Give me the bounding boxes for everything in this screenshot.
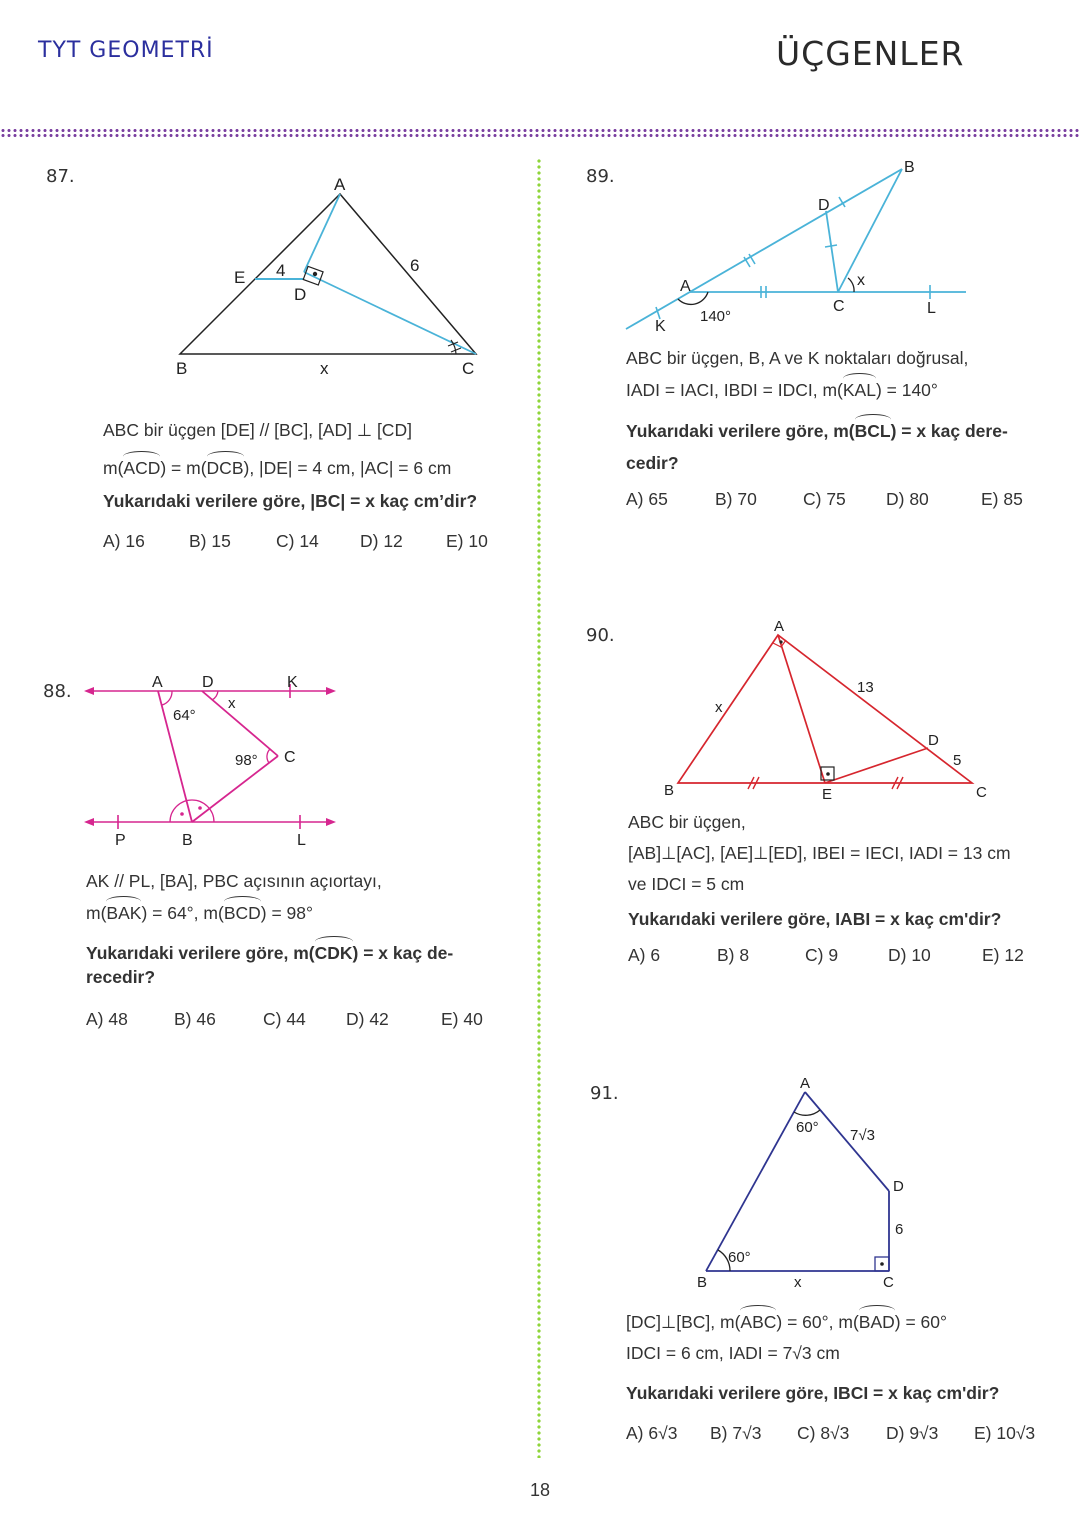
q89-option-d[interactable]: D) 80 <box>886 489 929 509</box>
q88-arrow-right-bottom <box>326 818 336 826</box>
q89-label-c: C <box>833 298 845 315</box>
q87-label-c: C <box>462 359 475 378</box>
q88-dot-left <box>180 812 184 816</box>
q91-label-c: C <box>883 1274 894 1291</box>
q88-given-line2: m(BAK) = 64°, m(BCD) = 98° <box>86 903 314 923</box>
page-number: 18 <box>530 1480 551 1500</box>
q88-label-64: 64° <box>173 707 196 724</box>
q88-arc-64 <box>162 691 172 705</box>
q87-label-bc: x <box>320 359 329 378</box>
q90-label-5: 5 <box>953 752 962 769</box>
column-dotted-divider <box>536 158 542 1458</box>
q87-option-e[interactable]: E) 10 <box>446 531 488 551</box>
q87-label-d: D <box>294 285 307 304</box>
q87-label-b: B <box>176 359 188 378</box>
q91-given-line2: IDCI = 6 cm, IADI = 7√3 cm <box>626 1343 840 1363</box>
chapter-title: ÜÇGENLER <box>776 34 965 73</box>
q88-option-c[interactable]: C) 44 <box>263 1009 306 1029</box>
q91-label-b: B <box>697 1274 708 1291</box>
q88-label-c: C <box>284 749 296 766</box>
q88-option-e[interactable]: E) 40 <box>441 1009 483 1029</box>
q90-option-b[interactable]: B) 8 <box>717 945 750 965</box>
q89-question-line2: cedir? <box>626 453 679 473</box>
q89-label-l: L <box>927 300 936 317</box>
q91-dot-c <box>880 1262 884 1266</box>
q87-label-e: E <box>234 268 246 287</box>
q90-label-b: B <box>664 782 675 799</box>
q87-label-a: A <box>334 175 346 194</box>
q87-given-line1: ABC bir üçgen [DE] // [BC], [AD] ⊥ [CD] <box>103 420 412 440</box>
q88-question-line1: Yukarıdaki verilere göre, m(CDK) = x kaç de- <box>86 943 454 963</box>
q88-label-b: B <box>182 832 193 849</box>
q91-option-a[interactable]: A) 6√3 <box>626 1423 678 1443</box>
q90-label-a: A <box>774 618 785 635</box>
q89-label-x: x <box>857 272 865 289</box>
q88-label-l: L <box>297 832 306 849</box>
q89-arc-x <box>848 278 854 292</box>
q91-label-x: x <box>794 1274 802 1291</box>
q87-option-b[interactable]: B) 15 <box>189 531 231 551</box>
q89-tick-dc <box>825 245 837 247</box>
q91-arc-a <box>794 1110 820 1115</box>
q91-label-6: 6 <box>895 1221 904 1238</box>
q87-option-c[interactable]: C) 14 <box>276 531 319 551</box>
q88-segment-cd <box>202 691 278 756</box>
q91-label-angle-a: 60° <box>796 1119 819 1136</box>
q88-label-x: x <box>228 695 236 712</box>
q90-segment-ae <box>778 635 825 783</box>
q88-option-b[interactable]: B) 46 <box>174 1009 216 1029</box>
q88-given-line1: AK // PL, [BA], PBC açısının açıortayı, <box>86 871 382 891</box>
q89-label-a: A <box>680 278 691 295</box>
q88-arrow-right-top <box>326 687 336 695</box>
q88-arc-x <box>212 691 218 700</box>
q90-option-c[interactable]: C) 9 <box>805 945 839 965</box>
q88-arrow-left-bottom <box>84 818 94 826</box>
q89-label-k: K <box>655 318 666 335</box>
q91-question: Yukarıdaki verilere göre, IBCI = x kaç cm'dir? <box>626 1383 1000 1403</box>
q89-given-line2: IADI = IACI, IBDI = IDCI, m(KAL) = 140° <box>626 380 938 400</box>
q88-dot-right <box>198 806 202 810</box>
q90-number: 90. <box>586 625 615 646</box>
header-dotted-divider <box>0 128 1080 138</box>
q88-option-d[interactable]: D) 42 <box>346 1009 389 1029</box>
q90-dot-e <box>826 772 830 776</box>
q89-segment-dc <box>826 211 838 292</box>
q90-label-e: E <box>822 786 833 803</box>
q87-segment-ad <box>304 194 340 272</box>
q88-label-k: K <box>287 674 298 691</box>
q91-given-line1: [DC]⊥[BC], m(ABC) = 60°, m(BAD) = 60° <box>626 1312 948 1332</box>
q91-segment-ab <box>706 1092 805 1271</box>
q87-right-angle-dot <box>313 272 317 276</box>
q91-option-b[interactable]: B) 7√3 <box>710 1423 762 1443</box>
q88-figure <box>80 668 350 858</box>
q87-question: Yukarıdaki verilere göre, |BC| = x kaç cm’dir? <box>103 491 478 511</box>
q89-option-e[interactable]: E) 85 <box>981 489 1023 509</box>
q88-arc-98 <box>267 749 270 763</box>
q89-label-140: 140° <box>700 308 732 325</box>
q90-given-line3: ve IDCI = 5 cm <box>628 874 745 894</box>
q88-label-a: A <box>152 674 163 691</box>
q87-label-ac: 6 <box>410 256 420 275</box>
q90-option-e[interactable]: E) 12 <box>982 945 1024 965</box>
q87-segment-dc <box>304 272 476 354</box>
q90-option-a[interactable]: A) 6 <box>628 945 661 965</box>
q88-question-line2: recedir? <box>86 967 156 987</box>
q87-label-de: 4 <box>276 261 286 280</box>
q88-option-a[interactable]: A) 48 <box>86 1009 128 1029</box>
q88-label-d: D <box>202 674 214 691</box>
q91-label-a: A <box>800 1075 811 1092</box>
q90-question: Yukarıdaki verilere göre, IABI = x kaç cm'dir? <box>628 909 1002 929</box>
q88-arrow-left-top <box>84 687 94 695</box>
q90-label-x: x <box>715 699 723 716</box>
q87-number: 87. <box>46 166 75 187</box>
q89-given-line1: ABC bir üçgen, B, A ve K noktaları doğrusal, <box>626 348 969 368</box>
subject-title: TYT GEOMETRİ <box>38 38 214 63</box>
q90-label-c: C <box>976 784 987 801</box>
q91-option-d[interactable]: D) 9√3 <box>886 1423 939 1443</box>
q91-option-e[interactable]: E) 10√3 <box>974 1423 1036 1443</box>
q91-option-c[interactable]: C) 8√3 <box>797 1423 850 1443</box>
q91-label-d: D <box>893 1178 904 1195</box>
q91-segment-ad <box>805 1092 889 1191</box>
q90-option-d[interactable]: D) 10 <box>888 945 931 965</box>
q90-label-13: 13 <box>857 679 874 696</box>
q87-option-d[interactable]: D) 12 <box>360 531 403 551</box>
q90-segment-ed <box>825 748 928 783</box>
q89-option-a[interactable]: A) 65 <box>626 489 668 509</box>
q91-label-angle-b: 60° <box>728 1249 751 1266</box>
q88-label-p: P <box>115 832 126 849</box>
q90-given-line1: ABC bir üçgen, <box>628 812 746 832</box>
q91-label-7r3: 7√3 <box>850 1127 875 1144</box>
q89-number: 89. <box>586 166 615 187</box>
q90-dot-a <box>779 640 782 643</box>
q87-given-line2: m(ACD) = m(DCB), |DE| = 4 cm, |AC| = 6 cm <box>103 458 452 478</box>
q87-figure <box>160 170 500 385</box>
q90-figure <box>660 615 1000 805</box>
q87-option-a[interactable]: A) 16 <box>103 531 145 551</box>
q88-label-98: 98° <box>235 752 258 769</box>
q89-option-b[interactable]: B) 70 <box>715 489 757 509</box>
q91-figure <box>690 1072 920 1294</box>
q88-number: 88. <box>43 681 72 702</box>
q89-figure <box>620 155 980 340</box>
q91-number: 91. <box>590 1083 619 1104</box>
q89-option-c[interactable]: C) 75 <box>803 489 846 509</box>
q89-label-d: D <box>818 197 830 214</box>
q90-label-d: D <box>928 732 939 749</box>
q89-question-line1: Yukarıdaki verilere göre, m(BCL) = x kaç dere- <box>626 421 1008 441</box>
q90-given-line2: [AB]⊥[AC], [AE]⊥[ED], IBEI = IECI, IADI = 13 cm <box>628 843 1011 863</box>
q89-label-b: B <box>904 159 915 176</box>
